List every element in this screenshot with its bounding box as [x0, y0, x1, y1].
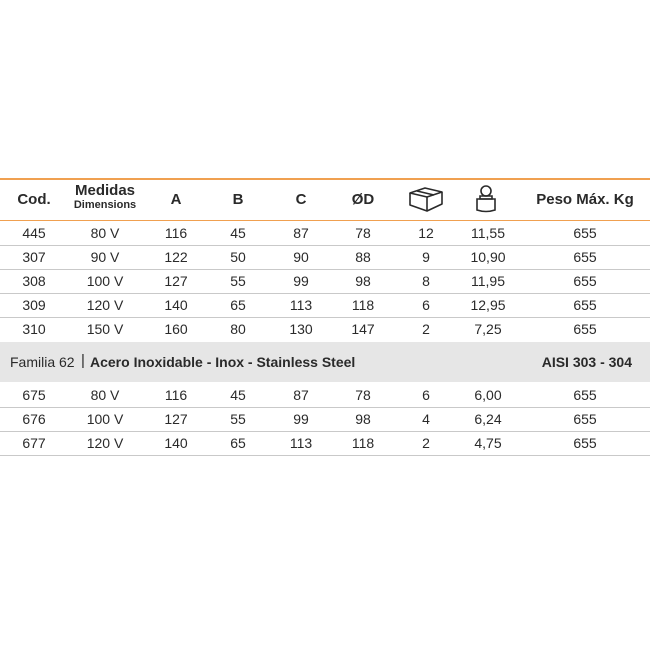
cell-cod: 675 [22, 387, 46, 403]
cell-box-qty: 8 [422, 273, 430, 289]
cell-peso: 655 [573, 297, 597, 313]
cell-peso: 655 [573, 387, 597, 403]
cell-weight: 12,95 [470, 297, 506, 313]
cell-c: 99 [293, 411, 309, 427]
cell-weight: 6,00 [474, 387, 502, 403]
cell-a: 140 [164, 435, 188, 451]
col-header-a: A [170, 191, 182, 208]
cell-d: 118 [351, 297, 375, 313]
cell-weight: 7,25 [474, 321, 502, 337]
cell-weight: 10,90 [470, 249, 506, 265]
family-banner [0, 342, 650, 382]
cell-box-qty: 2 [422, 321, 430, 337]
table-row [0, 407, 650, 432]
cell-b: 45 [230, 387, 246, 403]
cell-box-qty: 6 [422, 297, 430, 313]
table-header [0, 180, 650, 221]
cell-medidas: 100 V [86, 411, 124, 427]
cell-c: 90 [293, 249, 309, 265]
box-icon [408, 184, 444, 214]
cell-c: 87 [293, 387, 309, 403]
cell-weight: 11,95 [471, 273, 505, 289]
cell-medidas: 120 V [86, 297, 124, 313]
cell-weight: 6,24 [474, 411, 502, 427]
cell-a: 116 [164, 387, 188, 403]
cell-cod: 308 [22, 273, 46, 289]
cell-d: 88 [355, 249, 371, 265]
cell-a: 127 [164, 273, 188, 289]
table-row [0, 269, 650, 294]
table-row [0, 383, 650, 408]
cell-b: 50 [230, 249, 246, 265]
cell-box-qty: 6 [422, 387, 430, 403]
cell-medidas: 150 V [86, 321, 124, 337]
cell-b: 45 [230, 225, 246, 241]
table-row [0, 221, 650, 246]
cell-medidas: 100 V [86, 273, 124, 289]
cell-cod: 445 [22, 225, 46, 241]
cell-d: 147 [351, 321, 375, 337]
cell-b: 65 [230, 435, 246, 451]
col-header-c: C [295, 191, 307, 208]
weight-icon [474, 183, 498, 215]
aisi-label: AISI 303 - 304 [541, 354, 632, 370]
col-header-d: ØD [351, 191, 375, 208]
cell-weight: 11,55 [471, 225, 505, 241]
table-row [0, 293, 650, 318]
cell-weight: 4,75 [474, 435, 502, 451]
cell-b: 55 [230, 411, 246, 427]
cell-a: 160 [164, 321, 188, 337]
cell-cod: 309 [22, 297, 46, 313]
cell-box-qty: 2 [422, 435, 430, 451]
cell-peso: 655 [573, 273, 597, 289]
family-label: Familia 62 [10, 354, 75, 370]
col-header-peso: Peso Máx. Kg [536, 191, 634, 208]
cell-box-qty: 12 [418, 225, 434, 241]
cell-medidas: 80 V [90, 387, 120, 403]
col-header-dimensions-label: Dimensions [73, 199, 137, 211]
family-separator: | [81, 352, 85, 369]
cell-b: 80 [230, 321, 246, 337]
cell-a: 122 [164, 249, 188, 265]
cell-c: 87 [293, 225, 309, 241]
cell-a: 140 [164, 297, 188, 313]
col-header-medidas-label: Medidas [74, 182, 136, 199]
table-row [0, 245, 650, 270]
cell-d: 98 [355, 273, 371, 289]
cell-peso: 655 [573, 321, 597, 337]
cell-peso: 655 [573, 435, 597, 451]
cell-a: 127 [164, 411, 188, 427]
cell-peso: 655 [573, 411, 597, 427]
cell-c: 99 [293, 273, 309, 289]
cell-c: 130 [289, 321, 313, 337]
cell-a: 116 [164, 225, 188, 241]
cell-d: 118 [351, 435, 375, 451]
cell-medidas: 120 V [86, 435, 124, 451]
col-header-medidas [74, 183, 136, 212]
cell-medidas: 90 V [90, 249, 120, 265]
cell-medidas: 80 V [90, 225, 120, 241]
col-header-b: B [232, 191, 244, 208]
cell-cod: 307 [22, 249, 46, 265]
cell-cod: 676 [22, 411, 46, 427]
cell-box-qty: 9 [422, 249, 430, 265]
table-row [0, 317, 650, 341]
cell-cod: 677 [22, 435, 46, 451]
cell-b: 55 [230, 273, 246, 289]
col-header-cod: Cod. [17, 191, 51, 208]
cell-b: 65 [230, 297, 246, 313]
cell-c: 113 [289, 435, 313, 451]
cell-d: 78 [355, 225, 371, 241]
cell-cod: 310 [22, 321, 46, 337]
material-label: Acero Inoxidable - Inox - Stainless Steel [90, 354, 356, 370]
cell-c: 113 [289, 297, 313, 313]
cell-peso: 655 [573, 249, 597, 265]
cell-box-qty: 4 [422, 411, 430, 427]
cell-d: 78 [355, 387, 371, 403]
cell-d: 98 [355, 411, 371, 427]
cell-peso: 655 [573, 225, 597, 241]
table-row [0, 431, 650, 456]
